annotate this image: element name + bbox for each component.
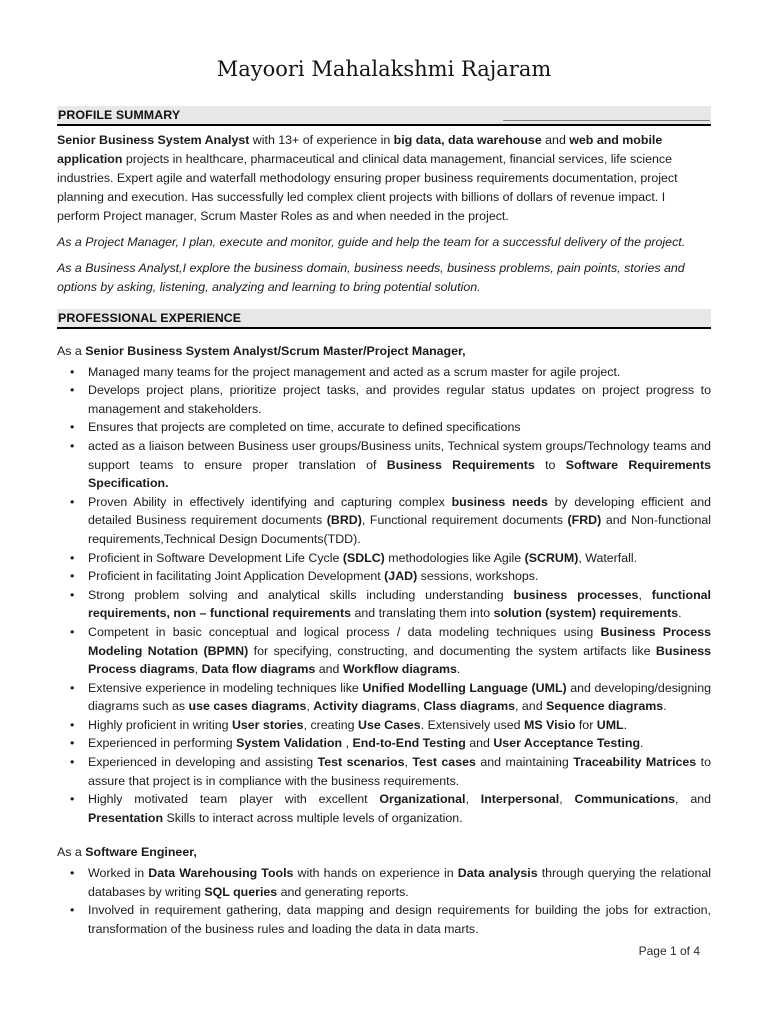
text-run: and [465,736,494,751]
bullet-item [57,679,711,716]
text-run: Senior Business System Analyst/Scrum Master/Project Manager, [85,344,466,358]
text-run: Experienced in performing [88,736,237,751]
text-run: SQL queries [204,884,278,899]
text-run: , [306,699,314,714]
section-header-profile-summary [57,106,711,126]
text-run: Extensive experience in modeling techniques like [88,680,363,695]
text-run: and maintaining [475,755,574,770]
role-block [57,342,711,827]
text-run: UML [596,717,624,732]
bullet-item [57,381,711,418]
text-run: , Waterfall. [578,550,638,565]
text-run: Business Requirements [386,457,535,472]
text-run: , [342,736,353,751]
bullet-item [57,623,711,679]
text-run: Unified Modelling Language (UML) [362,680,567,695]
text-run: Business Process diagrams [88,643,712,677]
bullet-item [57,418,711,437]
bullet-item [57,437,711,493]
text-run: web and mobile application [57,133,663,166]
text-run: methodologies like Agile [384,550,525,565]
text-run: Interpersonal [480,792,560,807]
bullet-item [57,363,711,382]
text-run: and [315,662,343,677]
bullet-item [57,753,711,790]
text-run: , [404,755,413,770]
text-run: As a Project Manager, I plan, execute and monitor, guide and help the team for a successful delivery of the project. [57,235,686,249]
text-run: Experienced in developing and assisting [88,755,318,770]
text-run: Test cases [412,755,476,770]
text-run: to assure that project is in compliance with the business requirements. [88,755,711,788]
text-run: by developing efficient and detailed Business requirement documents [88,494,711,528]
text-run: Data flow diagrams [201,662,316,677]
role-block [57,843,711,938]
text-run: (BRD) [326,513,362,528]
text-run: Managed many teams for the project management and acted as a scrum master for agile project. [88,364,621,379]
text-run: As a Business Analyst,I explore the business domain, business needs, business problems, pain points, stories and options by asking, listening, analyzing and learning to bring potential solution. [57,261,685,294]
text-run: acted as a liaison between Business user groups/Business units, Technical system groups/Technology teams and support teams to ensure proper translation of [88,438,711,472]
bullet-item [57,493,711,549]
text-run: through querying the relational databases by writing [88,866,711,899]
bullet-list [57,864,711,938]
text-run: User stories [231,717,304,732]
text-run: As a [57,845,86,860]
role-intro [57,342,711,361]
summary-italic-paragraph [57,259,711,297]
text-run: . [456,662,461,677]
bullet-item [57,864,711,901]
text-run: Data Warehousing Tools [148,866,294,881]
text-run: and Non-functional requirements,Technical Design Documents(TDD). [88,513,711,546]
text-run: Senior Business System Analyst [57,133,250,147]
bullet-item [57,716,711,735]
text-run: Test scenarios [317,755,405,770]
text-run: sessions, workshops. [417,569,539,584]
text-run: , Functional requirement documents [361,513,568,528]
text-run: , and [515,699,547,714]
text-run: Ensures that projects are completed on time, accurate to defined specifications [88,420,521,435]
text-run: . [663,699,667,714]
text-run: , [465,792,481,807]
text-run: Software Requirements Specification. [88,457,711,491]
text-run: (FRD) [567,513,602,528]
text-run: Competent in basic conceptual and logical process / data modeling techniques using [88,624,601,639]
text-run: , [559,792,575,807]
text-run: Data analysis [457,866,538,881]
text-run: to [534,457,566,472]
text-run: Proficient in facilitating Joint Application Development [88,569,385,584]
text-run: Presentation [88,810,164,825]
text-run: (SCRUM) [524,550,579,565]
text-run: and generating reports. [277,884,409,899]
text-run: , [638,587,652,602]
summary-italic-paragraph [57,233,711,252]
text-run: projects in healthcare, pharmaceutical and clinical data management, financial services, life science industries. Expert agile and waterfall methodology ensuring proper business requirements documentation, project planning and execution. Has successfully led complex client projects with billions of dollars of revenue impact. I perform Project manager, Scrum Master Roles as and when needed in the project. [57,152,678,223]
text-run: (JAD) [384,569,418,584]
heading-underscore-rule: ______________________________ [503,108,710,122]
text-run: , creating [303,717,358,732]
bullet-item [57,901,711,938]
text-run: with 13+ of experience in [249,133,394,147]
text-run: Strong problem solving and analytical skills including understanding [88,587,514,602]
text-run: business processes [513,587,639,602]
text-run: Highly proficient in writing [88,717,232,732]
text-run: . [640,736,644,751]
text-run: Involved in requirement gathering, data mapping and design requirements for building the jobs for extraction, transformation of the business rules and loading the data in data marts. [88,903,711,936]
text-run: , [194,662,202,677]
text-run: business needs [451,494,548,509]
text-run: Proven Ability in effectively identifying and capturing complex [88,494,452,509]
text-run: (SDLC) [342,550,385,565]
bullet-item [57,549,711,568]
text-run: Develops project plans, prioritize project tasks, and provides regular status updates on project progress to management and stakeholders. [88,383,711,416]
text-run: . [623,717,628,732]
text-run: with hands on experience in [293,866,458,881]
text-run: MS Visio [524,717,576,732]
professional-experience-body [57,342,711,938]
page-number: Page 1 of 4 [638,944,700,958]
text-run: . Extensively used [420,717,524,732]
text-run: solution (system) requirements [493,606,679,621]
text-run: Activity diagrams [313,699,417,714]
text-run: Communications [574,792,676,807]
profile-summary-body [57,131,711,297]
text-run: Traceability Matrices [573,755,697,770]
bullet-item [57,567,711,586]
text-run: Proficient in Software Development Life Cycle [88,550,343,565]
bullet-item [57,586,711,623]
text-run: , and [675,792,711,807]
summary-paragraph [57,131,711,226]
text-run: big data, data warehouse [393,133,542,147]
text-run: User Acceptance Testing [493,736,641,751]
text-run: , [416,699,424,714]
section-heading-text: PROFILE SUMMARY [58,108,181,122]
text-run: Sequence diagrams [546,699,664,714]
bullet-item [57,734,711,753]
text-run: Organizational [379,792,466,807]
text-run: use cases diagrams [188,699,307,714]
text-run: and translating them into [351,606,494,621]
bullet-item [57,790,711,827]
bullet-list [57,363,711,828]
text-run: Workflow diagrams [342,662,457,677]
text-run: As a [57,344,86,358]
text-run: for specifying, constructing, and documenting the system artifacts like [248,643,656,658]
text-run: Business Process Modeling Notation (BPMN) [88,624,711,658]
text-run: and developing/designing diagrams such as [88,680,711,714]
text-run: Skills to interact across multiple levels of organization. [163,810,463,825]
text-run: Highly motivated team player with excellent [88,792,380,807]
text-run: Use Cases [358,717,421,732]
text-run: and [541,133,570,147]
section-header-professional-experience [57,309,711,329]
section-heading-text: PROFESSIONAL EXPERIENCE [58,311,242,325]
text-run: functional requirements, non – functional requirements [88,587,711,621]
page-title: Mayoori Mahalakshmi Rajaram [216,57,552,81]
text-run: System Validation [236,736,343,751]
text-run: Software Engineer, [85,845,197,860]
role-intro [57,843,711,862]
text-run: Worked in [88,866,149,881]
text-run: for [575,717,597,732]
text-run: End-to-End Testing [352,736,466,751]
text-run: . [678,606,682,621]
text-run: Class diagrams [423,699,516,714]
